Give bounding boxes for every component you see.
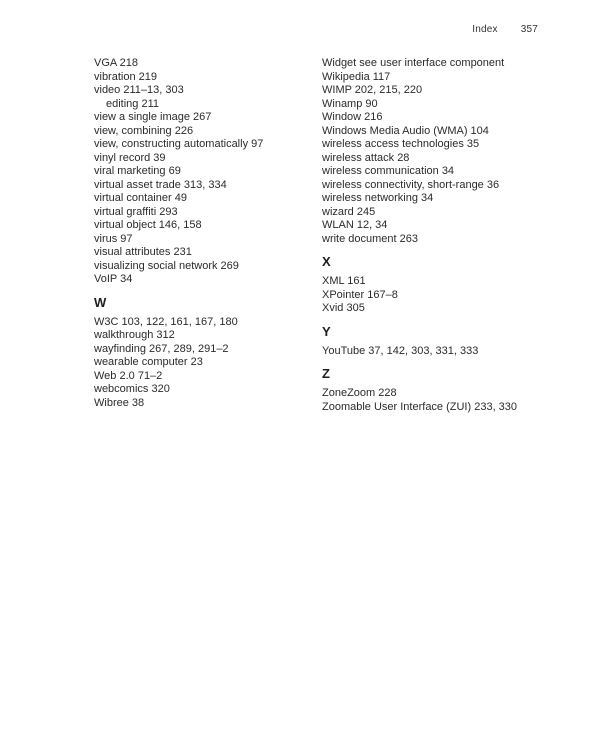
- index-subentry: editing 211: [106, 97, 160, 110]
- index-entry: virtual object 146, 158: [94, 219, 202, 231]
- index-entry: WIMP 202, 215, 220: [322, 84, 423, 96]
- index-entry: Widget see user interface component: [322, 57, 505, 69]
- index-entry: Xvid 305: [322, 302, 365, 314]
- index-entry: virtual asset trade 313, 334: [94, 178, 227, 191]
- index-entry: view, constructing automatically 97: [94, 138, 264, 150]
- index-entry: video 211–13, 303: [94, 84, 184, 96]
- index-entry: wireless access technologies 35: [322, 138, 480, 150]
- index-entry: view a single image 267: [94, 111, 212, 123]
- letter-heading-y: Y: [322, 323, 331, 339]
- index-entry: W3C 103, 122, 161, 167, 180: [94, 315, 238, 328]
- index-entry: virtual container 49: [94, 192, 187, 204]
- index-entry: VoIP 34: [94, 273, 133, 285]
- index-entry: walkthrough 312: [94, 329, 175, 341]
- page-number: 357: [520, 24, 538, 35]
- index-entry: webcomics 320: [94, 383, 170, 395]
- index-entry: Zoomable User Interface (ZUI) 233, 330: [322, 400, 518, 413]
- index-entry: write document 263: [322, 232, 418, 245]
- index-entry: viral marketing 69: [94, 165, 181, 177]
- index-entry: vinyl record 39: [94, 151, 166, 164]
- entry-group-w: [94, 316, 324, 411]
- index-entry: Wikipedia 117: [322, 70, 391, 83]
- index-column-right: [322, 57, 552, 414]
- index-entry: VGA 218: [94, 57, 139, 69]
- index-entry: XML 161: [322, 275, 366, 287]
- index-entry: Wibree 38: [94, 396, 145, 409]
- letter-heading-x: X: [322, 254, 331, 269]
- entry-group-y: [322, 345, 552, 359]
- running-head: [472, 24, 538, 35]
- index-entry: virus 97: [94, 232, 133, 245]
- index-entry: wireless attack 28: [322, 151, 410, 164]
- index-entry: WLAN 12, 34: [322, 219, 388, 231]
- index-entry: Winamp 90: [322, 97, 378, 110]
- index-entry: wireless communication 34: [322, 165, 455, 177]
- index-entry: visual attributes 231: [94, 246, 192, 258]
- index-entry: view, combining 226: [94, 124, 194, 137]
- index-entry: virtual graffiti 293: [94, 205, 178, 218]
- entry-group-v: [94, 57, 324, 287]
- index-entry: Window 216: [322, 111, 383, 123]
- index-entry: visualizing social network 269: [94, 259, 239, 272]
- letter-heading-w: W: [94, 294, 107, 310]
- entry-group-w-continued: [322, 57, 552, 246]
- letter-heading-z: Z: [322, 366, 330, 381]
- index-entry: wireless networking 34: [322, 192, 434, 204]
- index-entry: wireless connectivity, short-range 36: [322, 178, 500, 191]
- index-entry: wizard 245: [322, 205, 376, 218]
- index-entry: ZoneZoom 228: [322, 387, 397, 399]
- index-entry: wayfinding 267, 289, 291–2: [94, 342, 229, 355]
- entry-group-z: [322, 387, 552, 414]
- index-entry: Web 2.0 71–2: [94, 369, 163, 382]
- index-entry: Windows Media Audio (WMA) 104: [322, 124, 489, 137]
- entry-group-x: [322, 275, 552, 316]
- running-head-title: Index: [472, 24, 498, 35]
- index-entry: wearable computer 23: [94, 356, 203, 368]
- index-entry: XPointer 167–8: [322, 288, 398, 301]
- index-column-left: [94, 57, 324, 410]
- index-entry: YouTube 37, 142, 303, 331, 333: [322, 344, 479, 357]
- index-entry: vibration 219: [94, 70, 157, 83]
